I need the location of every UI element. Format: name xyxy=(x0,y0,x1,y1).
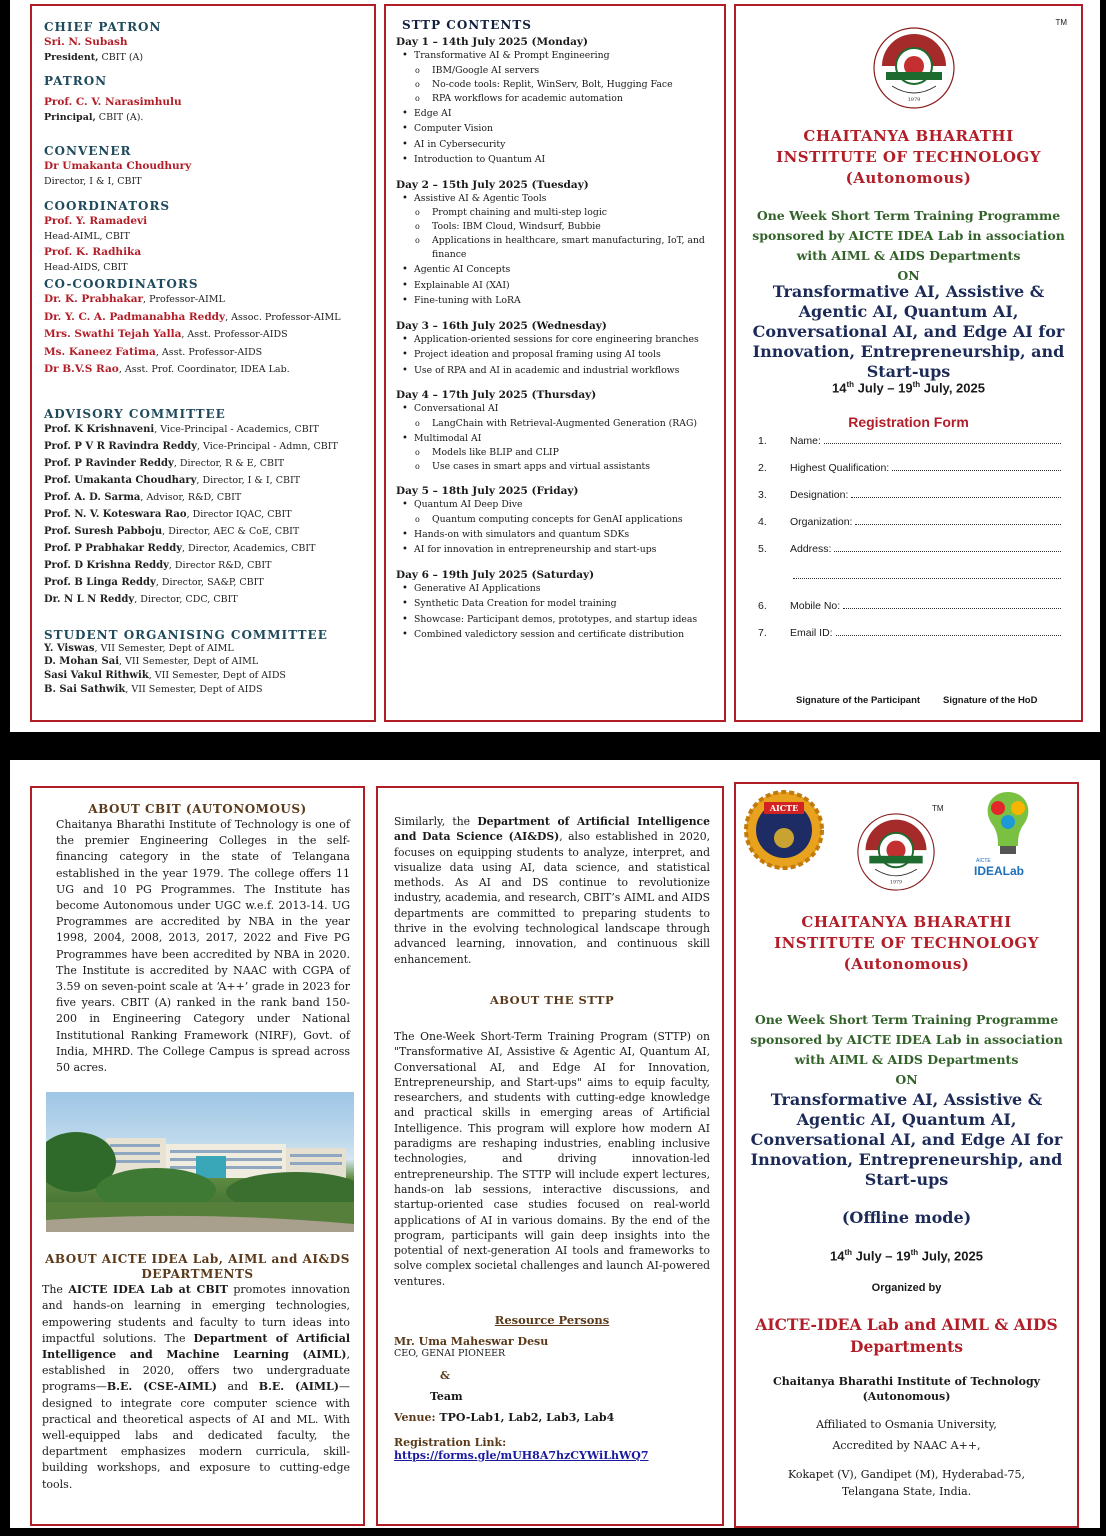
co-coordinator-item: Dr B.V.S Rao, Asst. Prof. Coordinator, IDEA Lab. xyxy=(44,363,290,375)
member-name: Prof. P Prabhakar Reddy xyxy=(44,542,183,554)
brochure-outer-side xyxy=(10,0,1100,732)
field-label: Name: xyxy=(790,435,821,447)
form-field-row xyxy=(758,461,1061,474)
sttp-day-list xyxy=(396,36,714,643)
sttp-topic-text: Explainable AI (XAI) xyxy=(414,279,510,291)
title-line: Conversational AI, and Edge AI for xyxy=(752,322,1065,341)
advisory-list xyxy=(44,421,362,608)
convener-heading: CONVENER xyxy=(44,144,132,158)
co-coordinator-item: Dr. K. Prabhakar, Professor-AIML xyxy=(44,293,225,305)
programme-title xyxy=(736,282,1081,382)
sttp-subtopic-list xyxy=(432,446,714,474)
sttp-day-title: Day 6 – 19th July 2025 (Saturday) xyxy=(396,568,595,581)
field-number: 3. xyxy=(758,489,767,501)
sttp-topic-text: Computer Vision xyxy=(414,123,493,134)
sttp-subtopic: o No-code tools: Replit, WinServ, Bolt, Hugging Face xyxy=(432,78,714,92)
member-role: , Director, SA&P, CBIT xyxy=(155,576,264,588)
programme-line: with AIML & AIDS Departments xyxy=(794,1052,1019,1067)
member-name: Prof. Suresh Pabboju xyxy=(44,525,163,537)
idea-lab-logo xyxy=(968,788,1048,878)
coordinator-name: Prof. K. Radhika xyxy=(44,246,142,258)
advisory-member xyxy=(44,540,362,557)
sttp-subtopic: o Tools: IBM Cloud, Windsurf, Bubbie xyxy=(432,220,714,234)
institute-name-line: CHAITANYA BHARATHI xyxy=(803,127,1014,145)
institute-full-name xyxy=(736,1374,1077,1404)
title-line: Agentic AI, Quantum AI, xyxy=(798,302,1019,321)
sttp-topic xyxy=(414,152,714,168)
title-line: Transformative AI, Assistive & xyxy=(770,1090,1043,1109)
field-number: 1. xyxy=(758,435,767,447)
form-field-row xyxy=(758,515,1061,528)
sttp-subtopic: o LangChain with Retrieval-Augmented Generation (RAG) xyxy=(432,417,714,431)
advisory-member xyxy=(44,506,362,523)
programme-line: sponsored by AICTE IDEA Lab in association xyxy=(752,228,1065,243)
sttp-topic-text: Showcase: Participant demos, prototypes, and startup ideas xyxy=(414,613,698,625)
organizer-line: Departments xyxy=(850,1337,963,1356)
sttp-topic xyxy=(414,401,714,431)
sttp-day-title: Day 2 – 15th July 2025 (Tuesday) xyxy=(396,178,589,191)
about-sttp-panel xyxy=(376,786,724,1526)
form-field-row xyxy=(758,626,1061,639)
sttp-topic-text: AI in Cybersecurity xyxy=(414,138,506,150)
form-field-row xyxy=(758,569,1061,579)
hod-signature-label: Signature of the HoD xyxy=(943,695,1038,706)
sttp-topic-text: Transformative AI & Prompt Engineering xyxy=(414,50,610,61)
registration-form-heading: Registration Form xyxy=(848,414,969,430)
trademark-mark: TM xyxy=(932,804,944,813)
sttp-subtopic: o Models like BLIP and CLIP xyxy=(432,446,714,460)
sttp-topic-text: Multimodal AI xyxy=(414,432,482,444)
sttp-topic xyxy=(414,332,714,348)
programme-description xyxy=(736,1010,1077,1090)
sttp-topic-text: Combined valedictory session and certificate distribution xyxy=(414,629,685,640)
member-name: Prof. B Linga Reddy xyxy=(44,576,156,588)
mode-label: (Offline mode) xyxy=(841,1208,972,1227)
sttp-subtopic: o RPA workflows for academic automation xyxy=(432,92,714,106)
sttp-topic-text: Conversational AI xyxy=(414,403,499,414)
brochure-inner-side xyxy=(10,760,1100,1528)
sttp-topic xyxy=(414,121,714,137)
patron-role: Principal, CBIT (A). xyxy=(44,112,144,123)
sttp-topic-text: Quantum AI Deep Dive xyxy=(414,499,523,510)
field-number: 2. xyxy=(758,462,767,474)
field-label: Organization: xyxy=(790,516,853,528)
programme-description xyxy=(736,206,1081,286)
resource-person-role: CEO, GENAI PIONEER xyxy=(394,1348,506,1360)
member-role: , VII Semester, Dept of AIML xyxy=(119,656,259,668)
idea-lab-small-text: AICTE xyxy=(976,858,991,864)
about-cbit-text: Chaitanya Bharathi Institute of Technology is one of the premier Engineering Colleges in the self-financing category in the state of Telangana established in the year 1979. The college offers 11 UG and 10 PG Programmes. The Institute has become Autonomous under UGC w.e.f. 2013-14. UG Programmes are accredited by NBA in the year 1998, 2004, 2008, 2013, 2017, 2022 and Five PG Programmes have been accredited by NBA in 2020. The Institute is accredited by NAAC with CGPA of 3.59 on seven-point scale at ‘A++’ grade in 2023 for five years. CBIT (A) ranked in the rank band 150-200 in Engineering Category under National Institutional Ranking Framework (NIRF), Govt. of India, MHRD. The College Campus is spread across 50 acres. xyxy=(56,818,350,1075)
sttp-topic xyxy=(414,431,714,475)
member-name: Prof. P V R Ravindra Reddy xyxy=(44,440,197,452)
patron-name: Prof. C. V. Narasimhulu xyxy=(44,96,182,108)
programme-line: One Week Short Term Training Programme xyxy=(754,1012,1059,1027)
about-aicte-heading xyxy=(42,1252,353,1282)
sttp-topic xyxy=(414,527,714,543)
field-label: Address: xyxy=(790,543,832,555)
sttp-subtopic-list xyxy=(432,417,714,431)
participant-signature-label: Signature of the Participant xyxy=(796,695,921,706)
field-input-line[interactable] xyxy=(892,461,1061,471)
address-line: Kokapet (V), Gandipet (M), Hyderabad-75, xyxy=(787,1468,1026,1481)
sttp-topic-list xyxy=(414,48,714,168)
title-line: Start-ups xyxy=(864,1170,949,1189)
member-name: Prof. Umakanta Choudhary xyxy=(44,474,197,486)
institute-name-line: INSTITUTE OF TECHNOLOGY xyxy=(774,934,1039,952)
heading-line: ABOUT AICTE IDEA Lab, AIML and AI&DS xyxy=(45,1252,350,1267)
about-cbit-panel xyxy=(30,786,365,1526)
advisory-member xyxy=(44,523,362,540)
advisory-member xyxy=(44,421,362,438)
coordinator-name: Prof. Y. Ramadevi xyxy=(44,215,148,227)
sttp-topic-text: Synthetic Data Creation for model training xyxy=(414,598,617,609)
svg-text:AICTE: AICTE xyxy=(769,803,799,813)
co-coordinators-heading: CO-COORDINATORS xyxy=(44,277,199,291)
sttp-topic xyxy=(414,278,714,294)
title-line: Start-ups xyxy=(866,362,951,381)
cbit-logo xyxy=(872,26,956,110)
field-number: 4. xyxy=(758,516,767,528)
field-input-line[interactable] xyxy=(843,599,1061,609)
sttp-topic-text: Generative AI Applications xyxy=(414,582,541,594)
affiliation-line: Accredited by NAAC A++, xyxy=(832,1439,981,1452)
sttp-contents-heading: STTP CONTENTS xyxy=(402,18,532,32)
member-role: , Director, CDC, CBIT xyxy=(134,593,238,605)
advisory-member xyxy=(44,455,362,472)
sttp-topic xyxy=(414,627,714,643)
advisory-heading: ADVISORY COMMITTEE xyxy=(44,406,226,421)
student-list xyxy=(44,642,362,697)
sttp-topic-list xyxy=(414,191,714,309)
member-name: Y. Viswas xyxy=(44,642,95,654)
sttp-topic xyxy=(414,137,714,153)
sttp-topic xyxy=(414,106,714,122)
title-line: Innovation, Entrepreneurship, and xyxy=(750,1150,1063,1169)
sttp-subtopic-list xyxy=(432,513,714,527)
member-role: , Director, R & E, CBIT xyxy=(173,457,285,469)
advisory-member xyxy=(44,438,362,455)
address xyxy=(736,1466,1077,1500)
sttp-topic xyxy=(414,191,714,263)
field-input-line[interactable] xyxy=(834,542,1061,552)
field-label: Designation: xyxy=(790,489,849,501)
sttp-topic-list xyxy=(414,497,714,558)
field-input-line[interactable] xyxy=(793,569,1061,579)
programme-line: One Week Short Term Training Programme xyxy=(756,208,1061,223)
advisory-member xyxy=(44,591,362,608)
sttp-topic-text: Agentic AI Concepts xyxy=(414,264,511,275)
title-line: Transformative AI, Assistive & xyxy=(772,282,1045,301)
member-role: , Director, AEC & CoE, CBIT xyxy=(162,525,300,537)
field-input-line[interactable] xyxy=(824,434,1061,444)
student-member xyxy=(44,642,362,656)
sttp-topic-text: Fine-tuning with LoRA xyxy=(414,295,521,306)
address-line: Telangana State, India. xyxy=(841,1485,972,1498)
sttp-topic xyxy=(414,612,714,628)
co-coordinator-item: Dr. Y. C. A. Padmanabha Reddy, Assoc. Professor-AIML xyxy=(44,310,341,323)
student-member xyxy=(44,669,362,683)
sttp-subtopic: o Prompt chaining and multi-step logic xyxy=(432,206,714,220)
member-name: Dr. N L N Reddy xyxy=(44,593,135,605)
sttp-subtopic-list xyxy=(432,206,714,262)
organizer-name xyxy=(736,1314,1077,1358)
sttp-topic-list xyxy=(414,401,714,474)
member-name: Prof. D Krishna Reddy xyxy=(44,559,169,571)
heading-line: DEPARTMENTS xyxy=(141,1267,254,1282)
form-field-row xyxy=(758,488,1061,501)
sttp-topic xyxy=(414,581,714,597)
coordinator-role: Head-AIML, CBIT xyxy=(44,231,130,242)
field-input-line[interactable] xyxy=(851,488,1061,498)
sttp-subtopic: o Quantum computing concepts for GenAI applications xyxy=(432,513,714,527)
member-role: , VII Semester, Dept of AIDS xyxy=(125,683,263,695)
member-role: , Advisor, R&D, CBIT xyxy=(140,491,242,503)
sttp-topic-text: Hands-on with simulators and quantum SDKs xyxy=(414,528,630,540)
sttp-topic-text: Introduction to Quantum AI xyxy=(414,154,546,165)
registration-link-label: Registration Link: xyxy=(394,1436,507,1450)
programme-dates: 14th July – 19th July, 2025 xyxy=(830,1248,983,1264)
advisory-member xyxy=(44,557,362,574)
about-cbit-heading: ABOUT CBIT (AUTONOMOUS) xyxy=(88,802,307,816)
programme-line: with AIML & AIDS Departments xyxy=(796,248,1021,263)
student-member xyxy=(44,683,362,697)
committee-panel xyxy=(30,4,376,722)
title-line: Innovation, Entrepreneurship, and xyxy=(752,342,1065,361)
sttp-topic-text: AI for innovation in entrepreneurship and start-ups xyxy=(414,544,657,555)
member-name: D. Mohan Sai xyxy=(44,656,120,668)
programme-title xyxy=(736,1090,1077,1190)
title-line: Conversational AI, and Edge AI for xyxy=(750,1130,1063,1149)
institute-full-line: Chaitanya Bharathi Institute of Technology xyxy=(772,1375,1041,1388)
field-number: 5. xyxy=(758,543,767,555)
cbit-logo xyxy=(856,812,936,892)
co-coordinator-item: Ms. Kaneez Fatima, Asst. Professor-AIDS xyxy=(44,345,263,358)
programme-dates: 14th July – 19th July, 2025 xyxy=(832,380,985,396)
registration-form xyxy=(758,420,1061,639)
programme-line: sponsored by AICTE IDEA Lab in association xyxy=(750,1032,1063,1047)
field-number: 6. xyxy=(758,600,767,612)
member-name: Sasi Vakul Rithwik xyxy=(44,670,149,682)
member-name: Prof. A. D. Sarma xyxy=(44,491,141,503)
member-role: , Director R&D, CBIT xyxy=(168,559,272,571)
member-name: Prof. K Krishnaveni xyxy=(44,423,155,435)
field-input-line[interactable] xyxy=(855,515,1061,525)
about-aicte-text: The AICTE IDEA Lab at CBIT promotes innovation and hands-on learning in emerging technologies, empowering students and faculty to turn ideas into impactful solutions. The Department of Artificial Intelligence and Machine Learning (AIML), established in 2020, offers two undergraduate programs—B.E. (CSE-AIML) and B.E. (AIML)—designed to integrate core computer science with practical and theoretical aspects of AI and ML. With well-equipped labs and dedicated faculty, the department emphasizes modern curricula, skill-building workshops, and exposure to cutting-edge tools. xyxy=(42,1283,350,1491)
sttp-topic xyxy=(414,48,714,106)
campus-photo xyxy=(46,1092,354,1232)
member-role: , Director, Academics, CBIT xyxy=(182,542,316,554)
cover-registration-panel xyxy=(734,4,1083,722)
member-name: Prof. N. V. Koteswara Rao xyxy=(44,508,187,520)
chief-patron-name: Sri. N. Subash xyxy=(44,36,128,48)
institute-name-block xyxy=(736,126,1081,189)
sttp-topic-list xyxy=(414,581,714,643)
sttp-day-title: Day 3 – 16th July 2025 (Wednesday) xyxy=(396,319,607,332)
member-name: B. Sai Sathwik xyxy=(44,683,126,695)
venue: Venue: TPO-Lab1, Lab2, Lab3, Lab4 xyxy=(394,1411,615,1425)
sttp-topic xyxy=(414,363,714,379)
advisory-member xyxy=(44,574,362,591)
member-role: , Director IQAC, CBIT xyxy=(186,508,292,520)
member-role: , Director, I & I, CBIT xyxy=(196,474,301,486)
student-member xyxy=(44,655,362,669)
on-label: ON xyxy=(895,1072,918,1087)
organized-by-label: Organized by xyxy=(871,1282,942,1294)
co-coordinator-item: Mrs. Swathi Tejah Yalla, Asst. Professor-AIDS xyxy=(44,328,288,340)
organizer-line: AICTE-IDEA Lab and AIML & AIDS xyxy=(755,1315,1058,1334)
institute-name-block xyxy=(736,912,1077,975)
cover-panel xyxy=(734,782,1079,1528)
sttp-subtopic: o Applications in healthcare, smart manufacturing, IoT, and finance xyxy=(432,234,714,262)
member-role: , Vice-Principal - Academics, CBIT xyxy=(154,423,319,435)
coordinator-role: Head-AIDS, CBIT xyxy=(44,262,128,273)
member-role: , VII Semester, Dept of AIML xyxy=(94,642,234,654)
institute-full-line: (Autonomous) xyxy=(862,1390,951,1403)
advisory-member xyxy=(44,472,362,489)
field-input-line[interactable] xyxy=(836,626,1061,636)
svg-text:1979: 1979 xyxy=(889,880,903,886)
institute-name-line: INSTITUTE OF TECHNOLOGY xyxy=(776,148,1041,166)
patron-heading: PATRON xyxy=(44,74,108,88)
chief-patron-heading: CHIEF PATRON xyxy=(44,20,162,34)
institute-name-line: CHAITANYA BHARATHI xyxy=(801,913,1012,931)
sttp-topic xyxy=(414,596,714,612)
sttp-topic xyxy=(414,497,714,527)
form-field-row xyxy=(758,599,1061,612)
sttp-topic xyxy=(414,262,714,278)
autonomous-label: (Autonomous) xyxy=(845,169,972,187)
sttp-topic-text: Use of RPA and AI in academic and industrial workflows xyxy=(414,364,680,376)
about-sttp-text: The One-Week Short-Term Training Program (STTP) on "Transformative AI, Assistive & Agentic AI, Quantum AI, Conversational AI, and Edge AI for Innovation, Entrepreneurship, and Start-ups" aims to equip faculty, researchers, and students with cutting-edge knowledge and practical skills in emerging areas of Artificial Intelligence. This program will explore how modern AI paradigms are reshaping industries, enabling inclusive technologies, and driving innovation-led entrepreneurship. The STTP will include expert lectures, hands-on lab sessions, interactive discussions, and startup-oriented case studies focused on real-world applications of AI in various domains. By the end of the program, participants will gain deep insights into the potential of next-generation AI tools and frameworks to solve complex societal challenges and launch AI-powered ventures. xyxy=(394,1029,710,1288)
sttp-topic xyxy=(414,347,714,363)
member-role: , VII Semester, Dept of AIDS xyxy=(148,670,286,682)
sttp-topic-text: Application-oriented sessions for core engineering branches xyxy=(414,333,699,345)
field-label: Email ID: xyxy=(790,627,833,639)
registration-link[interactable]: https://forms.gle/mUH8A7hzCYWiLhWQ7 xyxy=(394,1449,649,1463)
resource-persons-heading: Resource Persons xyxy=(494,1313,610,1328)
sttp-day-title: Day 4 – 17th July 2025 (Thursday) xyxy=(396,389,597,401)
sttp-topic-text: Project ideation and proposal framing using AI tools xyxy=(414,349,661,360)
sttp-subtopic: o Use cases in smart apps and virtual assistants xyxy=(432,460,714,474)
affiliation xyxy=(736,1414,1077,1456)
form-field-row xyxy=(758,434,1061,447)
convener-name: Dr Umakanta Choudhury xyxy=(44,160,192,172)
sttp-topic xyxy=(414,542,714,558)
student-committee-heading: STUDENT ORGANISING COMMITTEE xyxy=(44,627,328,642)
team-label: Team xyxy=(430,1390,463,1404)
member-name: Prof. P Ravinder Reddy xyxy=(44,457,174,469)
coordinators-heading: COORDINATORS xyxy=(44,199,171,213)
advisory-member xyxy=(44,489,362,506)
aicte-logo xyxy=(744,790,824,870)
autonomous-label: (Autonomous) xyxy=(843,955,970,973)
sttp-topic xyxy=(414,293,714,309)
idea-lab-text: IDEALab xyxy=(974,864,1025,878)
form-field-row xyxy=(758,542,1061,555)
aids-text: Similarly, the Department of Artificial Intelligence and Data Science (AI&DS), also established in 2020, focuses on equipping students to analyze, interpret, and visualize data using AI, data science, and statistical methods. As AI and DS continue to revolutionize industry, academia, and research, CBIT’s AIML and AIDS departments are committed to preparing students to thrive in the evolving technological landscape through advanced learning, innovation, and continuous skill enhancement. xyxy=(394,815,710,966)
sttp-day-title: Day 5 – 18th July 2025 (Friday) xyxy=(396,485,579,497)
resource-person-name: Mr. Uma Maheswar Desu xyxy=(394,1335,549,1349)
sttp-contents-panel xyxy=(384,4,726,722)
svg-text:1979: 1979 xyxy=(907,97,921,103)
sttp-topic-text: Edge AI xyxy=(414,107,452,119)
about-sttp-heading: ABOUT THE STTP xyxy=(489,992,615,1007)
field-number: 7. xyxy=(758,627,767,639)
chief-patron-role: President, CBIT (A) xyxy=(44,52,144,63)
sttp-subtopic: o IBM/Google AI servers xyxy=(432,64,714,78)
field-label: Highest Qualification: xyxy=(790,462,890,474)
on-label: ON xyxy=(897,268,920,283)
convener-role: Director, I & I, CBIT xyxy=(44,176,142,187)
title-line: Agentic AI, Quantum AI, xyxy=(796,1110,1017,1129)
field-label: Mobile No: xyxy=(790,600,841,612)
sttp-topic-text: Assistive AI & Agentic Tools xyxy=(414,192,547,204)
sttp-subtopic-list xyxy=(432,64,714,106)
ampersand: & xyxy=(440,1369,450,1383)
sttp-day-title: Day 1 – 14th July 2025 (Monday) xyxy=(396,36,588,48)
affiliation-line: Affiliated to Osmania University, xyxy=(816,1418,997,1431)
sttp-topic-list xyxy=(414,332,714,379)
trademark-mark: TM xyxy=(1055,18,1067,27)
member-role: , Vice-Principal - Admn, CBIT xyxy=(197,440,338,452)
